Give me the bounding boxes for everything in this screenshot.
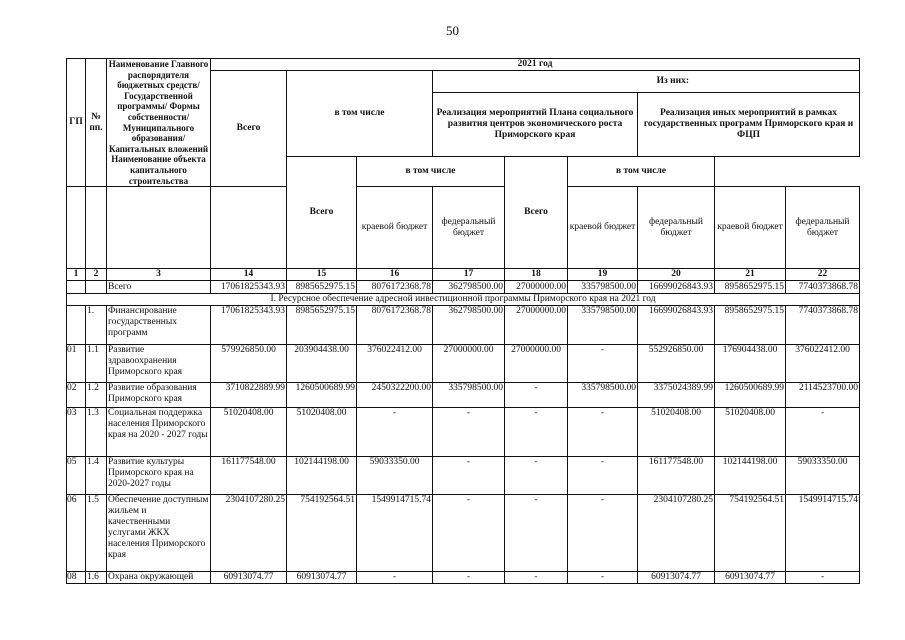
row-num: 1.4 <box>86 457 107 495</box>
header-gp: ГП <box>67 59 86 187</box>
header-of-them: Из них: <box>433 71 860 93</box>
col-number: 20 <box>638 269 715 281</box>
row-value: - <box>357 572 433 584</box>
row-value: - <box>568 495 638 572</box>
row-value: 1549914715.74 <box>357 495 433 572</box>
row-value: 2304107280.25 <box>638 495 715 572</box>
row-value: 161177548.00 <box>211 457 287 495</box>
row-value: - <box>357 408 433 457</box>
row-num: 1.6 <box>86 572 107 584</box>
row-value: 60913074.77 <box>638 572 715 584</box>
row-value: 102144198.00 <box>287 457 357 495</box>
table-row <box>67 457 860 495</box>
col-number: 14 <box>211 269 287 281</box>
table-row <box>67 572 860 584</box>
total-value: 7740373868.78 <box>786 281 860 294</box>
row-name: Развитие образования Приморского края <box>107 383 211 408</box>
total-value: 362798500.00 <box>433 281 505 294</box>
col-number: 15 <box>287 269 357 281</box>
header-plan-federal: федеральный бюджет <box>638 187 715 269</box>
table-row <box>67 383 860 408</box>
row-name: Обеспечение доступным жильем и качественными услугами ЖКХ населения Приморского края <box>107 495 211 572</box>
row-value: - <box>568 457 638 495</box>
row-gp: 05 <box>67 457 86 495</box>
total-value: 8985652975.15 <box>287 281 357 294</box>
row-value: 335798500.00 <box>568 383 638 408</box>
row-value: - <box>505 383 568 408</box>
row-value: 203904438.00 <box>287 345 357 383</box>
row-value: 335798500.00 <box>433 383 505 408</box>
row-value: 579926850.00 <box>211 345 287 383</box>
row-value: 102144198.00 <box>715 457 786 495</box>
row-value: 16699026843.93 <box>638 306 715 345</box>
col-number: 19 <box>568 269 638 281</box>
row-value: 161177548.00 <box>638 457 715 495</box>
row-value: - <box>568 345 638 383</box>
table-row <box>67 345 860 383</box>
row-value: 754192564.51 <box>715 495 786 572</box>
section-title: I. Ресурсное обеспечение адресной инвестиционной программы Приморского края на 2021 год <box>67 294 860 306</box>
row-value: 376022412.00 <box>357 345 433 383</box>
header-federal: федеральный бюджет <box>433 187 505 269</box>
row-value: 51020408.00 <box>638 408 715 457</box>
table-row <box>67 306 860 345</box>
row-num: 1. <box>86 306 107 345</box>
header-num-cont <box>86 187 107 269</box>
row-value: 1260500689.99 <box>287 383 357 408</box>
row-name: Социальная поддержка населения Приморского края на 2020 - 2027 годы <box>107 408 211 457</box>
investment-table <box>66 58 860 584</box>
row-num: 1.5 <box>86 495 107 572</box>
header-other-total: Всего <box>505 157 568 269</box>
total-num <box>86 281 107 294</box>
row-value: 51020408.00 <box>715 408 786 457</box>
row-gp: 06 <box>67 495 86 572</box>
row-gp: 02 <box>67 383 86 408</box>
row-value: 51020408.00 <box>211 408 287 457</box>
header-other: Реализация иных мероприятий в рамках государственных программ Приморского края и ФЦП <box>638 93 860 157</box>
total-label: Всего <box>107 281 211 294</box>
col-number: 21 <box>715 269 786 281</box>
header-plan-incl: в том числе <box>357 157 505 187</box>
col-number: 2 <box>86 269 107 281</box>
column-numbers-row <box>67 269 860 281</box>
col-number: 16 <box>357 269 433 281</box>
header-year: 2021 год <box>211 59 860 71</box>
total-value: 8076172368.78 <box>357 281 433 294</box>
page-number: 50 <box>446 23 459 38</box>
row-value: - <box>568 408 638 457</box>
row-value: - <box>568 572 638 584</box>
row-gp <box>67 306 86 345</box>
row-value: 60913074.77 <box>287 572 357 584</box>
row-value: - <box>433 495 505 572</box>
row-value: - <box>505 457 568 495</box>
row-value: 2450322200.00 <box>357 383 433 408</box>
row-value: 1260500689.99 <box>715 383 786 408</box>
header-name-cont <box>107 187 211 269</box>
header-plan-total: Всего <box>287 157 357 269</box>
row-value: 8985652975.15 <box>287 306 357 345</box>
header-plan-regional: краевой бюджет <box>568 187 638 269</box>
row-value: - <box>433 457 505 495</box>
row-value: 176904438.00 <box>715 345 786 383</box>
row-value: 8958652975.15 <box>715 306 786 345</box>
row-value: - <box>433 572 505 584</box>
row-value: - <box>505 572 568 584</box>
row-name: Развитие здравоохранения Приморского края <box>107 345 211 383</box>
row-value: - <box>786 572 860 584</box>
col-number: 1 <box>67 269 86 281</box>
row-value: 3710822889.99 <box>211 383 287 408</box>
header-num: № пп. <box>86 59 107 187</box>
row-gp: 01 <box>67 345 86 383</box>
row-value: 7740373868.78 <box>786 306 860 345</box>
row-value: - <box>433 408 505 457</box>
total-row <box>67 281 860 294</box>
row-value: 362798500.00 <box>433 306 505 345</box>
header-gp-cont <box>67 187 86 269</box>
header-other-regional: краевой бюджет <box>715 187 786 269</box>
row-value: 335798500.00 <box>568 306 638 345</box>
row-value: 8076172368.78 <box>357 306 433 345</box>
total-gp <box>67 281 86 294</box>
header-name: Наименование Главного распорядителя бюджетных средств/ Государственной программы/ Формы собственности/Муниципального образования/Капитальных вложений Наименование объекта капитального строительства <box>107 59 211 187</box>
row-name: Охрана окружающей <box>107 572 211 584</box>
row-name: Развитие культуры Приморского края на 2020-2027 годы <box>107 457 211 495</box>
col-number: 18 <box>505 269 568 281</box>
header-other-federal: федеральный бюджет <box>786 187 860 269</box>
row-value: - <box>786 408 860 457</box>
row-value: 552926850.00 <box>638 345 715 383</box>
row-gp: 03 <box>67 408 86 457</box>
header-incl: в том числе <box>287 71 433 157</box>
row-name: Финансирование государственных программ <box>107 306 211 345</box>
table-row <box>67 408 860 457</box>
row-value: 376022412.00 <box>786 345 860 383</box>
row-num: 1.1 <box>86 345 107 383</box>
row-value: 60913074.77 <box>211 572 287 584</box>
total-value: 16699026843.93 <box>638 281 715 294</box>
total-value: 8958652975.15 <box>715 281 786 294</box>
col-number: 22 <box>786 269 860 281</box>
total-value: 27000000.00 <box>505 281 568 294</box>
header-regional: краевой бюджет <box>357 187 433 269</box>
row-value: 2114523700.00 <box>786 383 860 408</box>
row-value: - <box>505 495 568 572</box>
row-value: - <box>505 408 568 457</box>
total-value: 17061825343.93 <box>211 281 287 294</box>
row-value: 51020408.00 <box>287 408 357 457</box>
row-value: 60913074.77 <box>715 572 786 584</box>
header-total-cont <box>211 187 287 269</box>
header-total: Всего <box>211 71 287 187</box>
row-value: 59033350.00 <box>786 457 860 495</box>
row-num: 1.3 <box>86 408 107 457</box>
row-value: 3375024389.99 <box>638 383 715 408</box>
header-other-incl: в том числе <box>568 157 715 187</box>
total-value: 335798500.00 <box>568 281 638 294</box>
row-value: 17061825343.93 <box>211 306 287 345</box>
col-number: 3 <box>107 269 211 281</box>
row-value: 27000000.00 <box>433 345 505 383</box>
table-row <box>67 495 860 572</box>
row-value: 27000000.00 <box>505 306 568 345</box>
header-plan: Реализация мероприятий Плана социального развития центров экономического роста Приморского края <box>433 93 638 157</box>
row-value: 59033350.00 <box>357 457 433 495</box>
row-num: 1.2 <box>86 383 107 408</box>
col-number: 17 <box>433 269 505 281</box>
row-value: 2304107280.25 <box>211 495 287 572</box>
row-gp: 08 <box>67 572 86 584</box>
row-value: 27000000.00 <box>505 345 568 383</box>
row-value: 754192564.51 <box>287 495 357 572</box>
row-value: 1549914715.74 <box>786 495 860 572</box>
